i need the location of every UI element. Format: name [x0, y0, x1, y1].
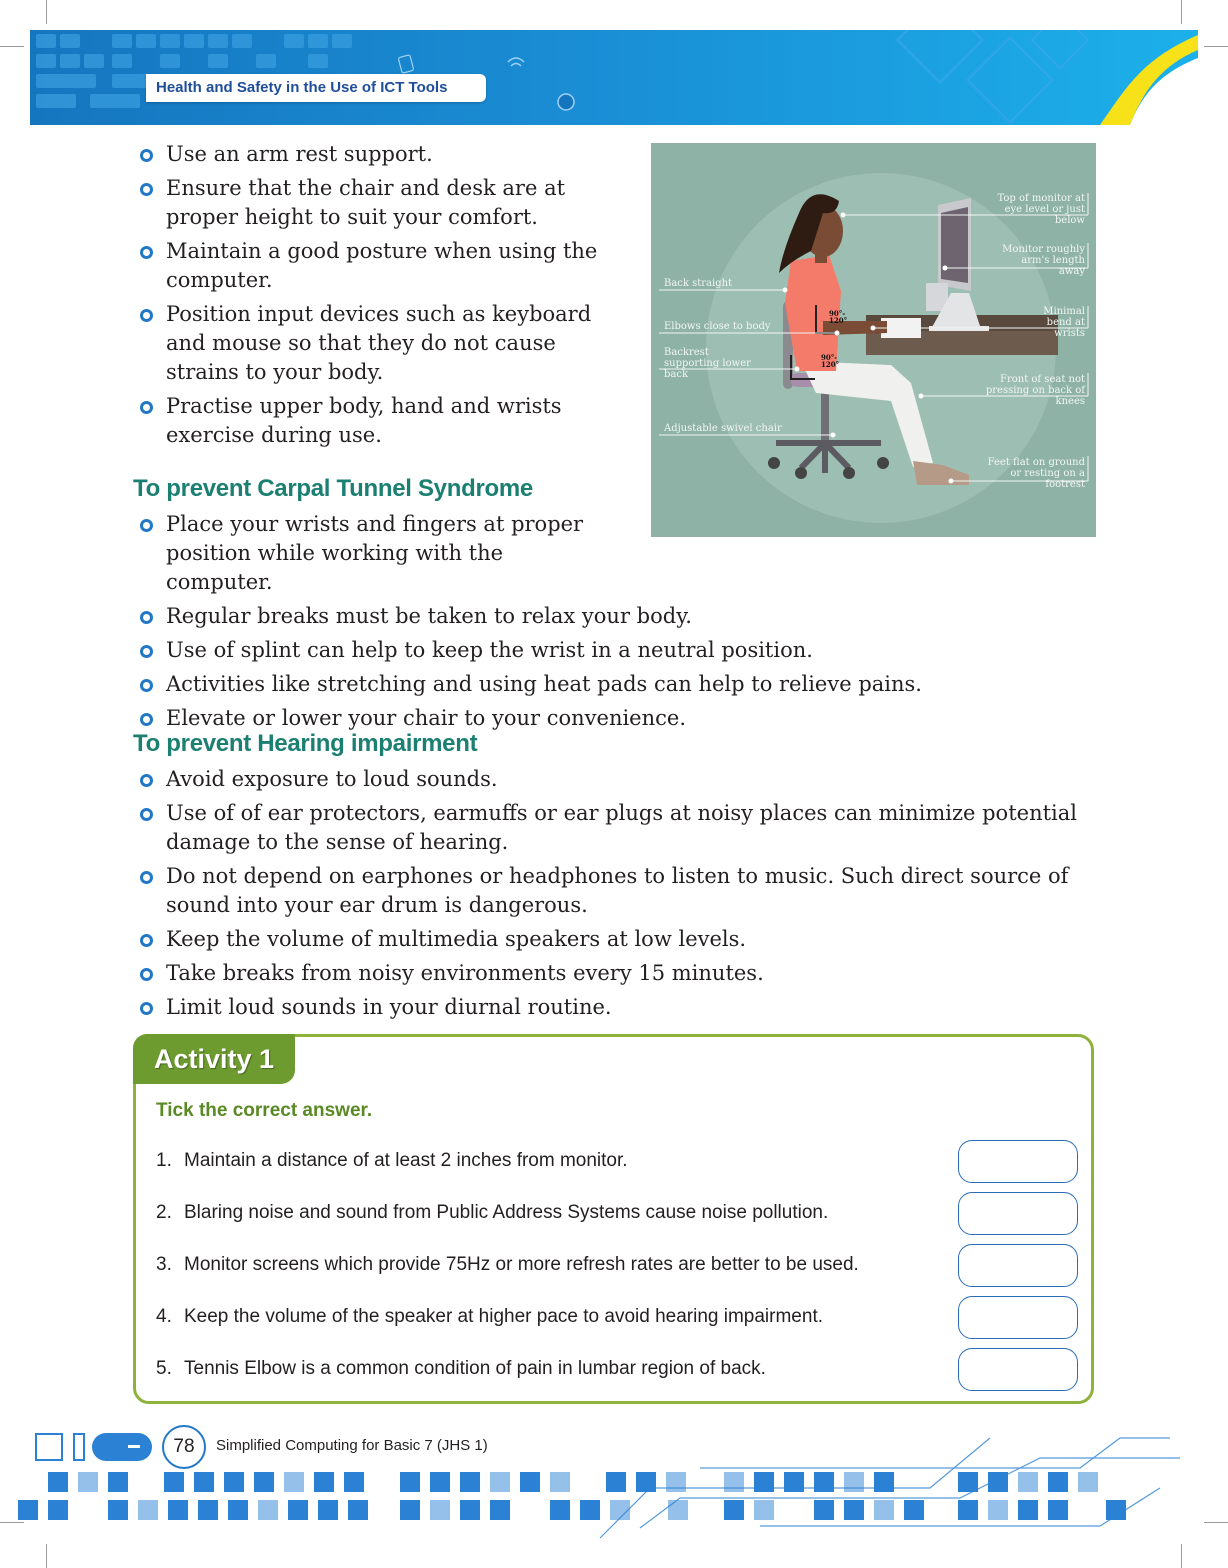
hearing-heading: To prevent Hearing impairment	[133, 730, 478, 757]
list-item	[130, 959, 1105, 988]
bullet-icon	[140, 183, 153, 196]
list-item	[130, 993, 1105, 1022]
question-number: 5.	[156, 1358, 172, 1379]
list-item	[130, 174, 630, 232]
carpal-list	[130, 510, 1090, 738]
crop-mark	[0, 46, 24, 47]
list-item	[130, 670, 1090, 699]
list-item	[130, 799, 1105, 857]
list-item-text: Take breaks from noisy environments every 15 minutes.	[166, 961, 764, 985]
label-chair: Adjustable swivel chair	[664, 423, 782, 434]
question-row	[156, 1306, 823, 1328]
list-item-text: Regular breaks must be taken to relax your body.	[166, 604, 692, 628]
question-number: 1.	[156, 1150, 172, 1171]
list-item-text: Use an arm rest support.	[166, 142, 433, 166]
question-number: 3.	[156, 1254, 172, 1275]
list-item-text: Avoid exposure to loud sounds.	[166, 767, 498, 791]
book-title: Simplified Computing for Basic 7 (JHS 1)	[216, 1437, 488, 1454]
list-item-text: Place your wrists and fingers at proper position while working with the computer.	[166, 512, 584, 594]
bullet-icon	[140, 934, 153, 947]
answer-tick-box[interactable]	[958, 1192, 1078, 1235]
list-item-text: Do not depend on earphones or headphones to listen to music. Such direct source of sound into your ear drum is dangerous.	[166, 864, 1069, 917]
label-angle-hip: 90°- 120°	[821, 353, 840, 369]
bullet-icon	[140, 774, 153, 787]
question-row	[156, 1150, 628, 1172]
carpal-heading: To prevent Carpal Tunnel Syndrome	[133, 475, 533, 502]
activity-instruction: Tick the correct answer.	[156, 1100, 373, 1121]
list-item-text: Maintain a good posture when using the computer.	[166, 239, 598, 292]
list-item-text: Elevate or lower your chair to your convenience.	[166, 706, 686, 730]
list-item	[130, 392, 630, 450]
header-banner	[30, 30, 1198, 125]
question-row	[156, 1202, 828, 1224]
list-item	[130, 300, 630, 387]
ergonomics-illustration	[651, 143, 1096, 537]
answer-tick-box[interactable]	[958, 1348, 1078, 1391]
label-backrest: Backrest supporting lower back	[664, 347, 751, 380]
list-item	[130, 704, 1090, 733]
crop-mark	[46, 0, 47, 24]
question-text: Monitor screens which provide 75Hz or more refresh rates are better to be used.	[184, 1254, 859, 1275]
answer-tick-box[interactable]	[958, 1140, 1078, 1183]
list-item	[130, 510, 616, 597]
list-item-text: Limit loud sounds in your diurnal routine.	[166, 995, 612, 1019]
bullet-icon	[140, 808, 153, 821]
crop-mark	[1181, 0, 1182, 24]
answer-tick-box[interactable]	[958, 1296, 1078, 1339]
question-number: 4.	[156, 1306, 172, 1327]
label-seat: Front of seat not pressing on back of knees	[985, 374, 1085, 407]
list-item-text: Ensure that the chair and desk are at proper height to suit your comfort.	[166, 176, 566, 229]
list-item-text: Keep the volume of multimedia speakers at low levels.	[166, 927, 747, 951]
bullet-icon	[140, 1002, 153, 1015]
list-item	[130, 925, 1105, 954]
label-monitor-eye: Top of monitor at eye level or just below	[997, 193, 1085, 226]
bullet-icon	[140, 871, 153, 884]
label-elbows: Elbows close to body	[664, 321, 771, 332]
label-monitor-distance: Monitor roughly arm's length away	[1002, 244, 1085, 277]
question-text: Blaring noise and sound from Public Address Systems cause noise pollution.	[184, 1202, 829, 1223]
list-item	[130, 140, 630, 169]
section-title: Health and Safety in the Use of ICT Tools	[146, 74, 486, 102]
list-item-text: Position input devices such as keyboard and mouse so that they do not cause strains to your body.	[166, 302, 592, 384]
question-row	[156, 1254, 859, 1276]
activity-title: Activity 1	[133, 1034, 295, 1084]
list-item	[130, 237, 630, 295]
crop-mark	[1204, 46, 1228, 47]
bullet-icon	[140, 309, 153, 322]
bullet-icon	[140, 401, 153, 414]
list-item-text: Use of of ear protectors, earmuffs or ear plugs at noisy places can minimize potential damage to the sense of hearing.	[166, 801, 1077, 854]
intro-list	[130, 140, 630, 455]
bullet-icon	[140, 645, 153, 658]
label-back: Back straight	[664, 278, 733, 289]
bullet-icon	[140, 246, 153, 259]
bullet-icon	[140, 149, 153, 162]
label-feet: Feet flat on ground or resting on a footrest	[987, 457, 1085, 490]
list-item-text: Practise upper body, hand and wrists exercise during use.	[166, 394, 562, 447]
page-number: 78	[162, 1425, 206, 1469]
question-row	[156, 1358, 766, 1380]
hearing-list	[130, 765, 1105, 1027]
bullet-icon	[140, 968, 153, 981]
bullet-icon	[140, 519, 153, 532]
question-number: 2.	[156, 1202, 172, 1223]
list-item	[130, 636, 1090, 665]
answer-tick-box[interactable]	[958, 1244, 1078, 1287]
question-text: Maintain a distance of at least 2 inches from monitor.	[184, 1150, 628, 1171]
label-angle-elbow: 90°- 120°	[829, 309, 848, 325]
list-item	[130, 602, 1090, 631]
question-text: Keep the volume of the speaker at higher pace to avoid hearing impairment.	[184, 1306, 823, 1327]
list-item	[130, 765, 1105, 794]
list-item-text: Use of splint can help to keep the wrist in a neutral position.	[166, 638, 813, 662]
bullet-icon	[140, 713, 153, 726]
question-text: Tennis Elbow is a common condition of pain in lumbar region of back.	[184, 1358, 766, 1379]
bullet-icon	[140, 679, 153, 692]
list-item	[130, 862, 1105, 920]
label-wrists: Minimal bend at wrists	[1043, 306, 1085, 339]
bullet-icon	[140, 611, 153, 624]
list-item-text: Activities like stretching and using heat pads can help to relieve pains.	[166, 672, 922, 696]
